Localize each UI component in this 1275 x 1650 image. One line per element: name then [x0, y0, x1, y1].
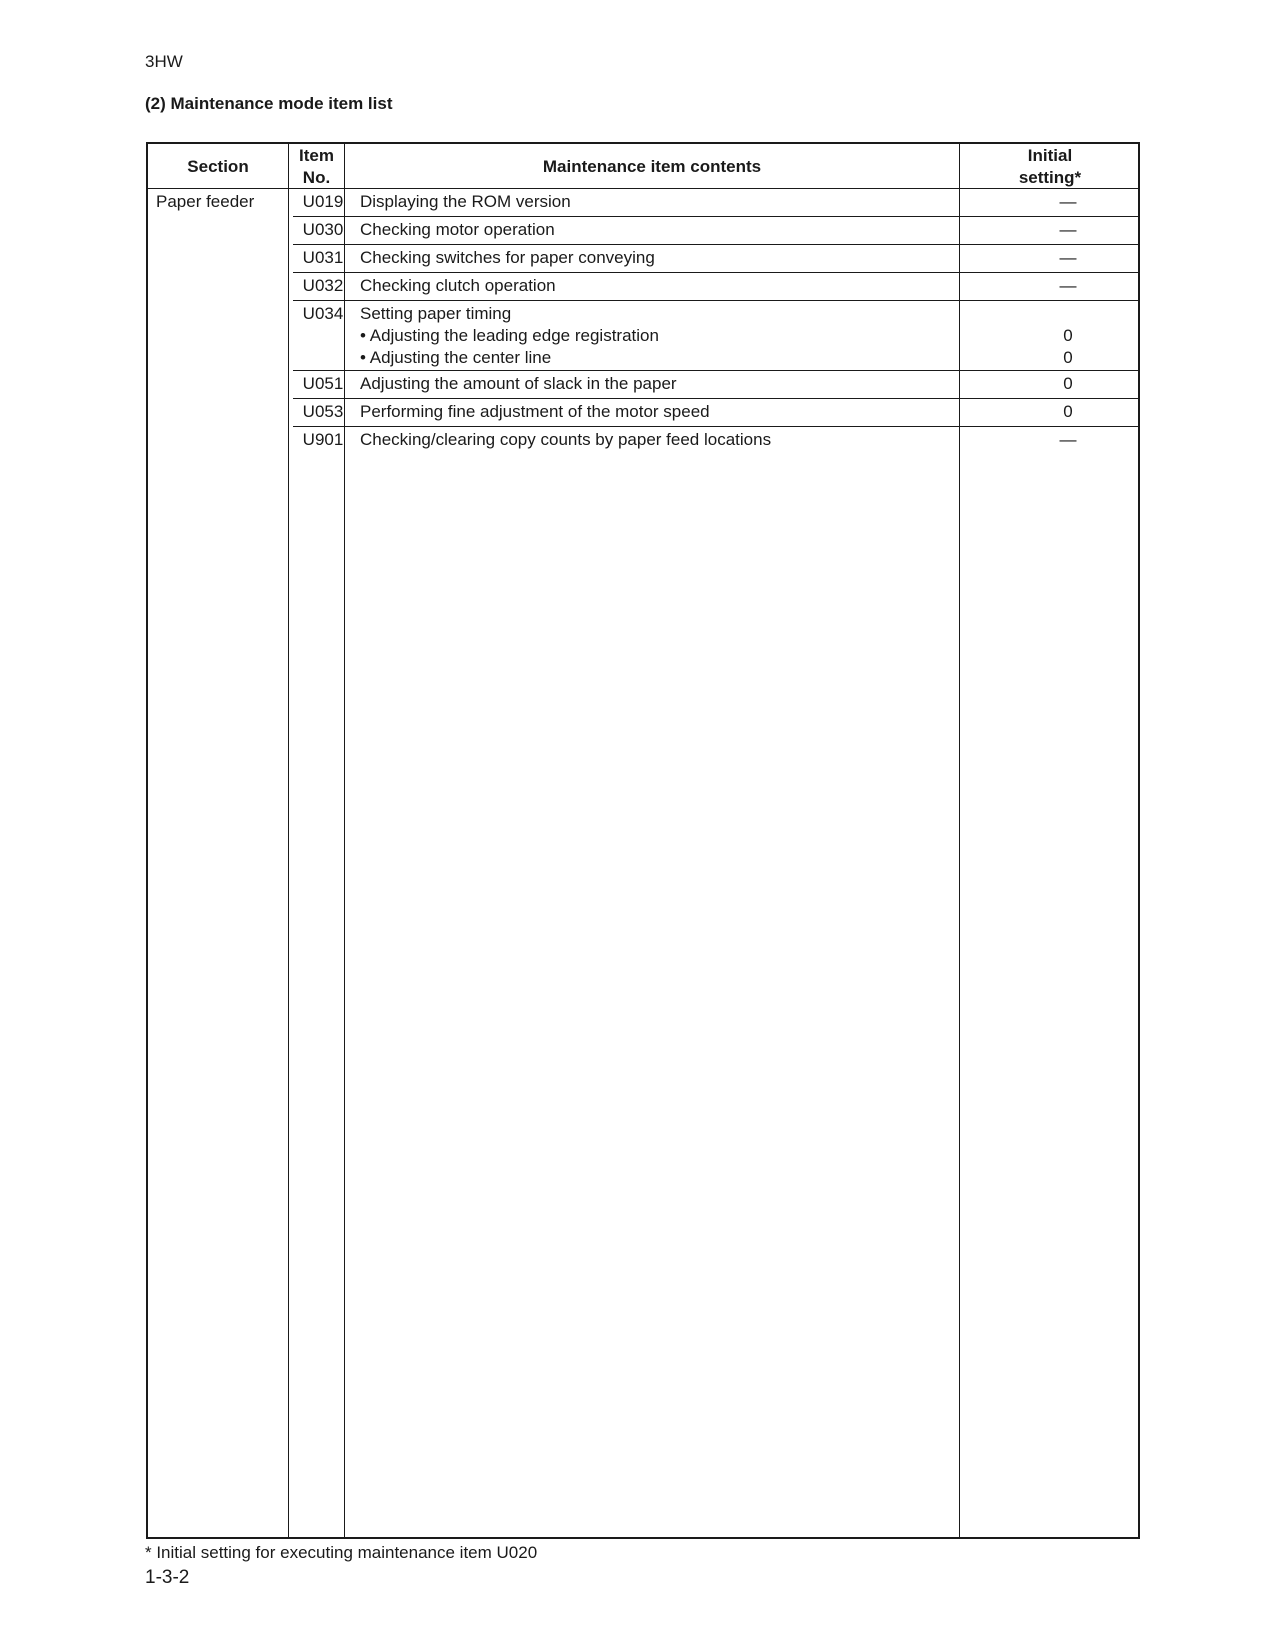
- item-number: U031: [302, 248, 344, 267]
- item-content: Performing fine adjustment of the motor speed: [360, 402, 710, 421]
- column-header-initial-line1: Initial: [1027, 145, 1073, 165]
- initial-setting: 0: [1063, 374, 1073, 393]
- row-divider: [293, 398, 1138, 399]
- column-header-item-no: [289, 144, 344, 189]
- footnote: * Initial setting for executing maintenance item U020: [145, 1543, 538, 1562]
- column-header-item-no-line2: No.: [302, 167, 331, 187]
- row-divider: [293, 300, 1138, 301]
- page-number: 1-3-2: [145, 1567, 190, 1588]
- initial-setting: —: [1059, 220, 1077, 239]
- item-number: U034: [302, 304, 344, 323]
- item-number: U030: [302, 220, 344, 239]
- row-divider: [293, 216, 1138, 217]
- item-number: U019: [302, 192, 344, 211]
- initial-setting: —: [1059, 276, 1077, 295]
- initial-setting: —: [1059, 192, 1077, 211]
- column-header-initial-line2: setting*: [1018, 167, 1082, 187]
- maintenance-item-table: [146, 142, 1140, 1539]
- item-content: Displaying the ROM version: [360, 192, 571, 211]
- header-divider: [148, 188, 1138, 189]
- item-content: Checking/clearing copy counts by paper feed locations: [360, 430, 772, 449]
- section-heading: (2) Maintenance mode item list: [145, 94, 393, 113]
- section-name: Paper feeder: [156, 192, 255, 211]
- column-header-initial-setting: [960, 144, 1140, 189]
- initial-setting: —: [1059, 248, 1077, 267]
- item-content: Adjusting the amount of slack in the paper: [360, 374, 677, 393]
- row-divider: [293, 244, 1138, 245]
- item-content: Checking switches for paper conveying: [360, 248, 655, 267]
- item-content: Setting paper timing: [360, 304, 512, 323]
- initial-setting: 0: [1063, 402, 1073, 421]
- column-divider: [288, 144, 289, 1537]
- column-header-section: Section: [187, 156, 249, 176]
- initial-setting: 0: [1063, 348, 1073, 367]
- column-header-contents: Maintenance item contents: [542, 156, 762, 176]
- initial-setting: —: [1059, 430, 1077, 449]
- item-number: U053: [302, 402, 344, 421]
- doc-code: 3HW: [145, 52, 183, 71]
- row-divider: [293, 370, 1138, 371]
- row-divider: [293, 426, 1138, 427]
- item-number: U032: [302, 276, 344, 295]
- row-divider: [293, 272, 1138, 273]
- item-number: U051: [302, 374, 344, 393]
- item-content-subitem: • Adjusting the leading edge registration: [360, 326, 659, 345]
- column-header-item-no-line1: Item: [299, 145, 334, 165]
- item-content: Checking motor operation: [360, 220, 555, 239]
- item-content: Checking clutch operation: [360, 276, 556, 295]
- item-content-subitem: • Adjusting the center line: [360, 348, 552, 367]
- column-divider: [344, 144, 345, 1537]
- item-number: U901: [302, 430, 344, 449]
- initial-setting: 0: [1063, 326, 1073, 345]
